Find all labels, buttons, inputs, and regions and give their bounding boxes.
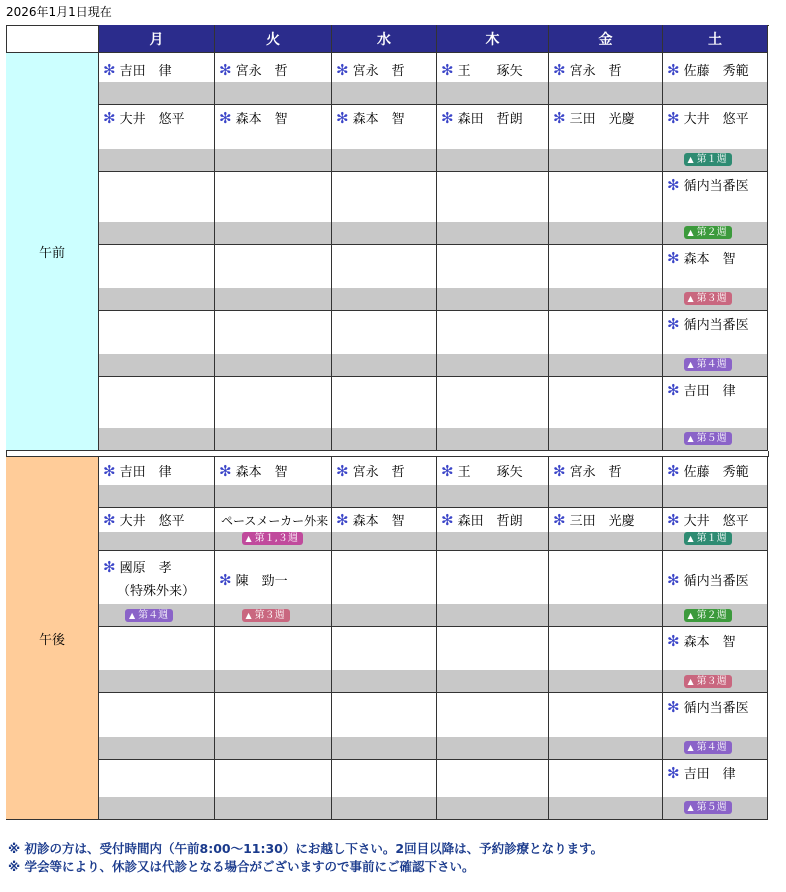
gray-band	[99, 354, 214, 376]
gray-band	[437, 485, 548, 507]
gray-band	[215, 428, 331, 450]
week-label: 第４週	[696, 742, 727, 753]
gray-band	[332, 670, 436, 692]
gray-band	[437, 222, 548, 244]
triangle-icon: ▲	[687, 743, 694, 752]
asterisk-mark: ✻	[219, 61, 232, 79]
doctor-entry	[667, 631, 736, 650]
doctor-entry	[336, 461, 405, 480]
doctor-name: 宮永 哲	[352, 465, 405, 480]
doctor-name: 森本 智	[235, 112, 288, 127]
asterisk-mark: ✻	[553, 462, 566, 480]
gray-band	[99, 149, 214, 171]
day-header: 火	[215, 25, 332, 53]
day-header: 木	[437, 25, 549, 53]
asterisk-mark: ✻	[553, 61, 566, 79]
week-label: 第３週	[696, 293, 727, 304]
doctor-name: 大井 悠平	[683, 112, 749, 127]
day-header: 金	[549, 25, 663, 53]
doctor-name: 大井 悠平	[119, 112, 185, 127]
gray-band	[215, 288, 331, 310]
asterisk-mark: ✻	[667, 381, 680, 399]
gray-band	[99, 82, 214, 104]
note-conference: ※ 学会等により、休診又は代診となる場合がございますので事前にご確認下さい。	[8, 859, 475, 874]
doctor-entry	[553, 108, 635, 127]
asterisk-mark: ✻	[553, 109, 566, 127]
asterisk-mark: ✻	[667, 511, 680, 529]
week-label: 第１週	[696, 154, 727, 165]
asterisk-mark: ✻	[667, 315, 680, 333]
doctor-entry	[667, 697, 749, 716]
gray-band	[437, 288, 548, 310]
doctor-name: 吉田 律	[119, 465, 172, 480]
doctor-entry	[103, 510, 185, 529]
doctor-entry	[336, 60, 405, 79]
doctor-name: 三田 光慶	[569, 514, 635, 529]
day-header: 土	[663, 25, 768, 53]
triangle-icon: ▲	[129, 611, 136, 620]
asterisk-mark: ✻	[667, 109, 680, 127]
gray-band	[332, 604, 436, 626]
doctor-entry	[667, 461, 749, 480]
doctor-name: 吉田 律	[119, 64, 172, 79]
doctor-entry	[667, 510, 749, 529]
gray-band	[99, 485, 214, 507]
week-badge	[125, 609, 173, 622]
doctor-name: 循内当番医	[683, 179, 749, 194]
asterisk-mark: ✻	[219, 571, 232, 589]
week-label: 第１,３週	[254, 533, 298, 544]
doctor-name: 大井 悠平	[119, 514, 185, 529]
triangle-icon: ▲	[245, 611, 252, 620]
gray-band	[332, 485, 436, 507]
asterisk-mark: ✻	[667, 462, 680, 480]
doctor-entry	[667, 60, 749, 79]
section-label-pm: 午後	[6, 456, 99, 820]
asterisk-mark: ✻	[103, 462, 116, 480]
doctor-entry	[103, 108, 185, 127]
gray-band	[549, 288, 662, 310]
section-label-am: 午前	[6, 53, 99, 451]
week-badge	[684, 432, 732, 445]
doctor-subtitle: （特殊外来）	[117, 584, 196, 599]
gray-band	[663, 485, 767, 507]
doctor-entry	[103, 461, 172, 480]
gray-band	[215, 149, 331, 171]
gray-band	[437, 149, 548, 171]
doctor-name: 循内当番医	[683, 701, 749, 716]
doctor-entry	[219, 108, 288, 127]
asterisk-mark: ✻	[667, 764, 680, 782]
gray-band	[332, 428, 436, 450]
doctor-name: 王 琢矢	[457, 64, 523, 79]
gray-band	[332, 532, 436, 550]
note-first-visit: ※ 初診の方は、受付時間内（午前8:00～11:30）にお越し下さい。2回目以降は、予約診療となります。	[8, 841, 604, 856]
gray-band	[99, 532, 214, 550]
doctor-name: 三田 光慶	[569, 112, 635, 127]
triangle-icon: ▲	[687, 228, 694, 237]
asterisk-mark: ✻	[667, 176, 680, 194]
doctor-name: 國原 孝	[119, 561, 172, 576]
gray-band	[549, 797, 662, 819]
doctor-entry	[441, 461, 523, 480]
doctor-entry	[441, 108, 523, 127]
doctor-entry	[103, 60, 172, 79]
gray-band	[215, 222, 331, 244]
doctor-entry	[667, 108, 749, 127]
gray-band	[332, 354, 436, 376]
gray-band	[99, 222, 214, 244]
pm-top-border	[6, 456, 769, 457]
doctor-entry	[219, 461, 288, 480]
week-badge	[684, 741, 732, 754]
doctor-name: 森本 智	[352, 514, 405, 529]
gray-band	[332, 149, 436, 171]
gray-band	[215, 797, 331, 819]
gray-band	[332, 82, 436, 104]
week-badge	[242, 532, 303, 545]
gray-band	[549, 82, 662, 104]
gray-band	[99, 737, 214, 759]
gray-band	[332, 288, 436, 310]
asterisk-mark: ✻	[667, 632, 680, 650]
gray-band	[437, 82, 548, 104]
doctor-name: 循内当番医	[683, 574, 749, 589]
triangle-icon: ▲	[687, 294, 694, 303]
day-header: 水	[332, 25, 437, 53]
asterisk-mark: ✻	[441, 511, 454, 529]
gray-band	[437, 604, 548, 626]
asterisk-mark: ✻	[441, 109, 454, 127]
doctor-name: 森本 智	[235, 465, 288, 480]
triangle-icon: ▲	[687, 360, 694, 369]
asterisk-mark: ✻	[336, 61, 349, 79]
week-badge	[684, 609, 732, 622]
asterisk-mark: ✻	[667, 698, 680, 716]
doctor-name: ペースメーカー外来	[221, 514, 329, 528]
gray-band	[215, 737, 331, 759]
doctor-entry	[553, 461, 622, 480]
week-badge	[684, 532, 732, 545]
gray-band	[549, 354, 662, 376]
gray-band	[99, 670, 214, 692]
gray-band	[99, 428, 214, 450]
doctor-entry	[336, 108, 405, 127]
doctor-entry	[553, 510, 635, 529]
week-label: 第５週	[696, 802, 727, 813]
doctor-entry	[667, 314, 749, 333]
week-badge	[684, 675, 732, 688]
gray-band	[437, 428, 548, 450]
asterisk-mark: ✻	[441, 61, 454, 79]
gray-band	[549, 670, 662, 692]
doctor-entry	[667, 570, 749, 589]
gray-band	[332, 797, 436, 819]
doctor-name: 森田 哲朗	[457, 514, 523, 529]
gray-band	[332, 737, 436, 759]
gray-band	[215, 82, 331, 104]
asterisk-mark: ✻	[103, 558, 116, 576]
doctor-name: 王 琢矢	[457, 465, 523, 480]
gray-band	[549, 604, 662, 626]
asterisk-mark: ✻	[667, 61, 680, 79]
gray-band	[437, 737, 548, 759]
doctor-name: 佐藤 秀範	[683, 465, 749, 480]
asterisk-mark: ✻	[336, 109, 349, 127]
doctor-entry	[667, 175, 749, 194]
week-label: 第４週	[138, 610, 169, 621]
week-badge	[684, 153, 732, 166]
triangle-icon: ▲	[687, 155, 694, 164]
doctor-name: 宮永 哲	[569, 465, 622, 480]
doctor-entry	[219, 60, 288, 79]
triangle-icon: ▲	[687, 534, 694, 543]
as-of-date: 2026年1月1日現在	[6, 5, 112, 19]
doctor-entry	[103, 557, 172, 576]
doctor-entry	[553, 60, 622, 79]
gray-band	[549, 737, 662, 759]
gray-band	[215, 670, 331, 692]
doctor-name: 大井 悠平	[683, 514, 749, 529]
gray-band	[549, 149, 662, 171]
triangle-icon: ▲	[687, 611, 694, 620]
asterisk-mark: ✻	[667, 571, 680, 589]
triangle-icon: ▲	[687, 677, 694, 686]
gray-band	[549, 532, 662, 550]
week-label: 第２週	[696, 227, 727, 238]
asterisk-mark: ✻	[336, 462, 349, 480]
doctor-name: 森本 智	[683, 635, 736, 650]
doctor-entry	[667, 763, 736, 782]
gray-band	[332, 222, 436, 244]
asterisk-mark: ✻	[441, 462, 454, 480]
doctor-name: 佐藤 秀範	[683, 64, 749, 79]
doctor-name: 吉田 律	[683, 767, 736, 782]
doctor-entry	[219, 570, 288, 589]
gray-band	[437, 797, 548, 819]
asterisk-mark: ✻	[103, 61, 116, 79]
asterisk-mark: ✻	[103, 109, 116, 127]
asterisk-mark: ✻	[667, 249, 680, 267]
doctor-entry	[667, 380, 736, 399]
triangle-icon: ▲	[687, 803, 694, 812]
gray-band	[99, 797, 214, 819]
asterisk-mark: ✻	[336, 511, 349, 529]
asterisk-mark: ✻	[219, 462, 232, 480]
gray-band	[215, 485, 331, 507]
doctor-name: 森本 智	[352, 112, 405, 127]
week-label: 第３週	[696, 676, 727, 687]
week-label: 第３週	[254, 610, 285, 621]
doctor-entry	[441, 60, 523, 79]
gray-band	[549, 485, 662, 507]
gray-band	[549, 428, 662, 450]
asterisk-mark: ✻	[219, 109, 232, 127]
triangle-icon: ▲	[687, 434, 694, 443]
gray-band	[549, 222, 662, 244]
gray-band	[215, 354, 331, 376]
week-badge	[242, 609, 290, 622]
gray-band	[437, 354, 548, 376]
doctor-name: 森本 智	[683, 252, 736, 267]
gray-band	[437, 532, 548, 550]
doctor-entry	[441, 510, 523, 529]
asterisk-mark: ✻	[553, 511, 566, 529]
week-badge	[684, 226, 732, 239]
doctor-entry	[336, 510, 405, 529]
doctor-name: 吉田 律	[683, 384, 736, 399]
doctor-name: 宮永 哲	[569, 64, 622, 79]
doctor-name: 森田 哲朗	[457, 112, 523, 127]
doctor-entry	[667, 248, 736, 267]
week-label: 第５週	[696, 433, 727, 444]
week-badge	[684, 801, 732, 814]
day-header: 月	[99, 25, 215, 53]
doctor-name: 循内当番医	[683, 318, 749, 333]
week-label: 第２週	[696, 610, 727, 621]
week-badge	[684, 358, 732, 371]
doctor-name: 陳 勁一	[235, 574, 288, 589]
gray-band	[99, 288, 214, 310]
gray-band	[437, 670, 548, 692]
triangle-icon: ▲	[245, 534, 252, 543]
header-corner	[6, 25, 99, 53]
doctor-name: 宮永 哲	[352, 64, 405, 79]
gray-band	[663, 82, 767, 104]
asterisk-mark: ✻	[103, 511, 116, 529]
week-label: 第１週	[696, 533, 727, 544]
week-label: 第４週	[696, 359, 727, 370]
week-badge	[684, 292, 732, 305]
doctor-name: 宮永 哲	[235, 64, 288, 79]
